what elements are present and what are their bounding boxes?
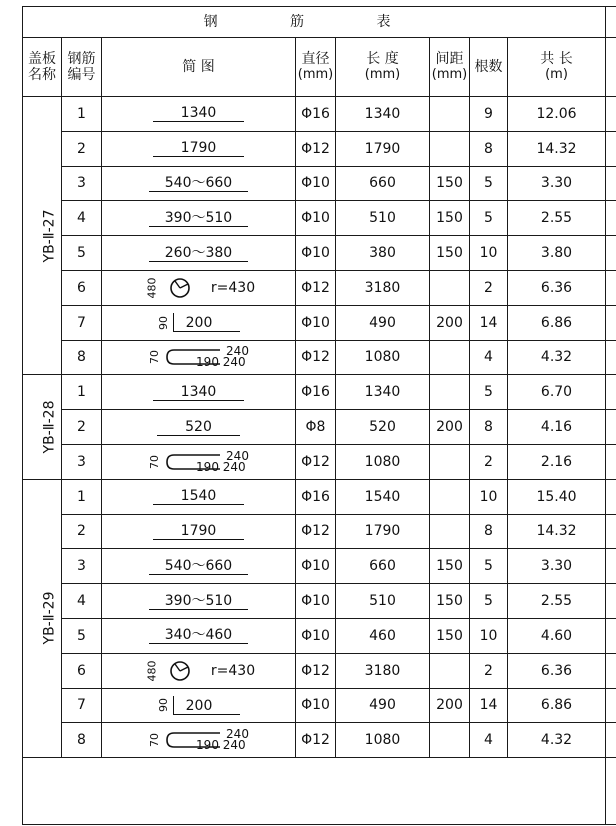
bar-length: 490 [336,688,430,723]
right-edge-cell [606,38,616,97]
bar-count: 9 [470,97,508,132]
hook-labels [196,346,249,368]
bar-diameter: Φ12 [296,514,336,549]
ring-shape [169,660,191,682]
sketch-main-dim: 520 [157,419,240,436]
bent-sketch [157,696,241,715]
sketch-top-dim: 240 [226,344,249,359]
right-edge-cell [606,618,616,653]
bar-count: 10 [470,236,508,271]
table-row [23,479,616,514]
sketch-aux-dim: 70 [148,454,162,469]
bar-sketch [102,514,296,549]
bar-spacing [430,340,470,375]
bar-total-length: 14.32 [508,131,606,166]
bar-length: 1080 [336,723,430,758]
sketch-aux-dim: 70 [148,733,162,748]
hook-labels [196,729,249,751]
header-spacing [430,38,470,97]
right-edge-cell [606,131,616,166]
bar-diameter: Φ10 [296,305,336,340]
sketch-main-dim: 540～660 [149,175,248,192]
bar-spacing [430,375,470,410]
bar-count: 8 [470,514,508,549]
bar-number: 1 [62,375,102,410]
bar-count: 8 [470,410,508,445]
bar-sketch [102,653,296,688]
hook-sketch [148,728,249,752]
bar-count: 5 [470,166,508,201]
hook-labels [196,448,249,474]
bar-length: 1790 [336,514,430,549]
bar-length: 3180 [336,653,430,688]
bar-number: 2 [62,410,102,445]
bar-diameter: Φ10 [296,688,336,723]
bar-count: 2 [470,653,508,688]
bar-spacing: 150 [430,584,470,619]
bar-total-length: 6.70 [508,375,606,410]
bar-count: 5 [470,201,508,236]
group-name: YB-Ⅱ-28 [41,400,58,454]
bar-sketch [102,305,296,340]
right-edge-cell [606,340,616,375]
bar-diameter: Φ8 [296,410,336,445]
bar-count: 2 [470,444,508,479]
sketch-bottom-dim: 240 [222,355,246,370]
bar-total-length: 4.32 [508,340,606,375]
right-edge-cell [606,758,616,825]
rebar-table [22,6,616,825]
bar-length: 520 [336,410,430,445]
sketch-main-dim: 190 [196,355,219,370]
sketch-aux-dim: 90 [156,698,170,713]
sketch-main-dim: 260～380 [149,245,248,262]
bar-number: 3 [62,549,102,584]
bar-spacing [430,514,470,549]
bar-sketch [102,375,296,410]
blank-row [23,758,616,825]
bar-sketch [102,340,296,375]
table-row [23,549,616,584]
bar-diameter: Φ12 [296,131,336,166]
bar-number: 7 [62,305,102,340]
sketch-aux-dim: 90 [156,315,170,330]
bar-diameter: Φ12 [296,270,336,305]
bar-number: 5 [62,618,102,653]
bar-spacing [430,97,470,132]
bar-spacing: 150 [430,201,470,236]
table-row [23,97,616,132]
bar-total-length: 6.36 [508,270,606,305]
bar-diameter: Φ10 [296,584,336,619]
table-row [23,340,616,375]
bar-total-length: 6.86 [508,688,606,723]
sketch-bottom-dim: 240 [222,459,246,474]
bar-total-length: 4.16 [508,410,606,445]
bar-sketch [102,549,296,584]
sketch-main-dim: 1340 [153,384,245,401]
bar-spacing: 150 [430,549,470,584]
bar-total-length: 3.30 [508,549,606,584]
right-edge-cell [606,270,616,305]
table-row [23,410,616,445]
bar-total-length: 2.55 [508,201,606,236]
header-total-label: 共 长 [540,51,573,67]
bar-count: 5 [470,584,508,619]
bar-number: 1 [62,479,102,514]
right-edge-cell [606,7,616,38]
bar-spacing [430,270,470,305]
right-edge-cell [606,514,616,549]
bar-spacing [430,723,470,758]
right-edge-cell [606,549,616,584]
bar-sketch [102,236,296,271]
bar-length: 1540 [336,479,430,514]
bar-spacing: 150 [430,618,470,653]
right-edge-cell [606,479,616,514]
table-row [23,584,616,619]
ring-shape [169,277,191,299]
bar-count: 5 [470,549,508,584]
sketch-aux-dim: 70 [148,350,162,365]
bar-diameter: Φ10 [296,549,336,584]
bar-diameter: Φ16 [296,375,336,410]
bar-sketch [102,201,296,236]
bar-count: 2 [470,270,508,305]
bar-spacing: 200 [430,305,470,340]
table-row [23,305,616,340]
bar-number: 3 [62,444,102,479]
bar-total-length: 14.32 [508,514,606,549]
table-row [23,444,616,479]
bar-sketch [102,479,296,514]
bar-diameter: Φ10 [296,618,336,653]
hook-sketch [148,345,249,369]
table-row [23,618,616,653]
bar-length: 3180 [336,270,430,305]
bar-sketch [102,410,296,445]
table-row [23,723,616,758]
sketch-main-dim: r=430 [210,279,256,296]
group-name: YB-Ⅱ-27 [41,209,58,263]
table-row [23,653,616,688]
bar-spacing: 150 [430,166,470,201]
right-edge-cell [606,236,616,271]
bar-diameter: Φ10 [296,236,336,271]
header-length-unit: (mm) [364,67,401,82]
sketch-main-dim: 1790 [153,523,245,540]
bar-count: 4 [470,340,508,375]
header-count: 根数 [470,38,508,97]
group-name-cell [23,97,62,375]
bar-diameter: Φ12 [296,340,336,375]
bar-length: 1080 [336,444,430,479]
header-length-label: 长 度 [366,51,399,67]
bar-sketch [102,444,296,479]
bar-spacing: 200 [430,410,470,445]
bar-length: 380 [336,236,430,271]
bar-sketch [102,688,296,723]
header-total [508,38,606,97]
bar-total-length: 4.32 [508,723,606,758]
bar-length: 1340 [336,97,430,132]
header-group: 盖板名称 [23,38,62,97]
bar-number: 6 [62,653,102,688]
bar-count: 8 [470,131,508,166]
sketch-top-dim: 240 [226,727,249,742]
bar-sketch [102,584,296,619]
right-edge-cell [606,653,616,688]
sketch-main-dim: 190 [196,459,219,474]
bar-spacing: 200 [430,688,470,723]
table-row [23,375,616,410]
table-row [23,270,616,305]
group-name-cell [23,479,62,757]
sketch-main-dim: 190 [196,738,219,753]
sketch-main-dim: 1790 [153,140,245,157]
bar-diameter: Φ10 [296,166,336,201]
table-row [23,514,616,549]
bar-number: 1 [62,97,102,132]
bar-spacing [430,444,470,479]
bar-total-length: 4.60 [508,618,606,653]
bar-count: 5 [470,375,508,410]
bar-number: 3 [62,166,102,201]
ring-sketch [142,277,255,299]
table-row [23,166,616,201]
bar-diameter: Φ12 [296,723,336,758]
right-edge-cell [606,166,616,201]
header-spacing-label: 间距 [435,51,464,67]
bar-length: 660 [336,166,430,201]
bar-spacing: 150 [430,236,470,271]
bar-length: 1340 [336,375,430,410]
header-diameter-label: 直径 [301,51,330,67]
table-title: 钢 筋 表 [23,7,606,38]
bar-total-length: 6.36 [508,653,606,688]
bar-sketch [102,270,296,305]
table-row [23,131,616,166]
sketch-bottom-dim: 240 [222,738,246,753]
right-edge-cell [606,444,616,479]
right-edge-cell [606,201,616,236]
header-spacing-unit: (mm) [431,67,468,82]
sketch-top-dim: 240 [226,448,249,463]
bar-length: 1080 [336,340,430,375]
header-diameter-unit: (mm) [297,67,334,82]
table-row [23,688,616,723]
sketch-bottom-row [196,459,249,474]
sketch-main-dim: 390～510 [149,593,248,610]
sketch-main-dim: 540～660 [149,558,248,575]
bar-length: 490 [336,305,430,340]
bar-count: 4 [470,723,508,758]
bar-total-length: 2.55 [508,584,606,619]
bar-sketch [102,723,296,758]
sketch-bottom-row [196,357,249,368]
bar-total-length: 12.06 [508,97,606,132]
right-edge-cell [606,375,616,410]
bar-spacing [430,479,470,514]
group-name-cell [23,375,62,479]
bar-diameter: Φ12 [296,653,336,688]
bar-sketch [102,97,296,132]
bar-count: 10 [470,618,508,653]
right-edge-cell [606,723,616,758]
bar-sketch [102,618,296,653]
bar-number: 2 [62,514,102,549]
bar-length: 510 [336,584,430,619]
bar-number: 7 [62,688,102,723]
table-row [23,236,616,271]
group-name: YB-Ⅱ-29 [41,591,58,645]
ring-sketch [142,660,255,682]
bar-count: 14 [470,688,508,723]
bar-number: 5 [62,236,102,271]
sketch-main-dim: 1540 [153,488,245,505]
bar-diameter: Φ10 [296,201,336,236]
bent-sketch [157,313,241,332]
bar-spacing [430,653,470,688]
bar-length: 1790 [336,131,430,166]
bar-diameter: Φ16 [296,97,336,132]
bar-count: 10 [470,479,508,514]
bar-total-length: 15.40 [508,479,606,514]
bar-total-length: 3.30 [508,166,606,201]
bar-diameter: Φ16 [296,479,336,514]
sketch-main-dim: 1340 [153,105,245,122]
bar-length: 510 [336,201,430,236]
right-edge-cell [606,305,616,340]
sketch-main-dim: 390～510 [149,210,248,227]
table-row [23,201,616,236]
header-number: 钢筋编号 [62,38,102,97]
header-total-unit: (m) [545,67,568,82]
sketch-aux-dim: 480 [145,660,159,682]
sketch-aux-dim: 480 [145,277,159,299]
bar-sketch [102,131,296,166]
sketch-main-dim: 340～460 [149,627,248,644]
bar-number: 6 [62,270,102,305]
sketch-main-dim: 200 [173,696,241,715]
bar-sketch [102,166,296,201]
right-edge-cell [606,584,616,619]
hook-sketch [148,450,249,474]
bar-count: 14 [470,305,508,340]
right-edge-cell [606,410,616,445]
bar-number: 8 [62,340,102,375]
bar-total-length: 3.80 [508,236,606,271]
bar-number: 4 [62,201,102,236]
sketch-main-dim: 200 [173,313,241,332]
header-length [336,38,430,97]
bar-diameter: Φ12 [296,444,336,479]
bar-total-length: 6.86 [508,305,606,340]
bar-length: 460 [336,618,430,653]
sketch-bottom-row [196,740,249,751]
blank-cell [23,758,606,825]
sketch-main-dim: r=430 [210,662,256,679]
bar-length: 660 [336,549,430,584]
right-edge-cell [606,97,616,132]
bar-number: 4 [62,584,102,619]
right-edge-cell [606,688,616,723]
bar-total-length: 2.16 [508,444,606,479]
bar-number: 2 [62,131,102,166]
header-sketch: 简 图 [102,38,296,97]
bar-spacing [430,131,470,166]
bar-number: 8 [62,723,102,758]
header-diameter [296,38,336,97]
